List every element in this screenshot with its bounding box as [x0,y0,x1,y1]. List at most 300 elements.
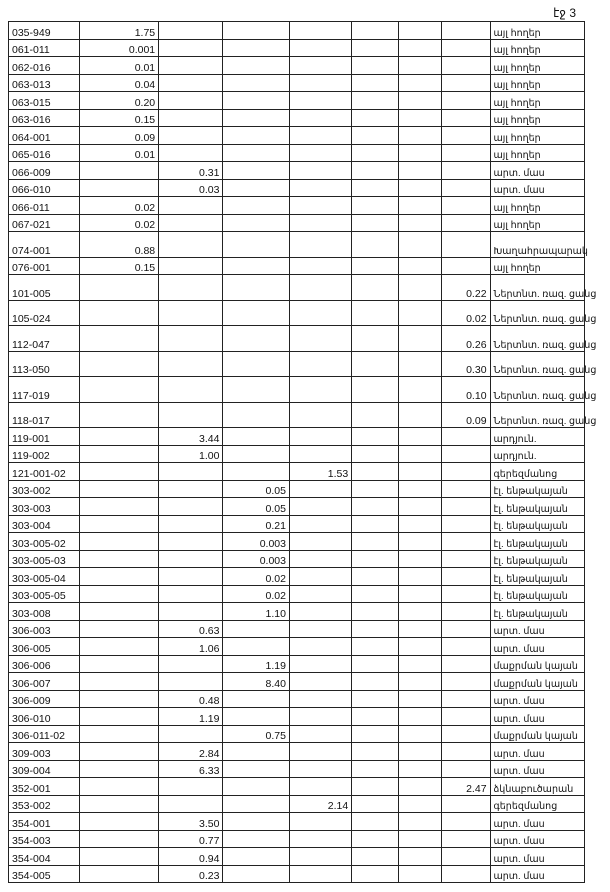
area-col-4-cell [289,275,351,301]
table-row [9,402,585,428]
area-col-5-cell [352,638,399,656]
area-col-6-cell [399,498,442,516]
table-row [9,162,585,180]
table-row [9,515,585,533]
parcel-code-cell: 303-005-05 [9,585,80,603]
area-col-1-cell [79,795,158,813]
area-col-4-cell [289,498,351,516]
area-col-1-cell [79,743,158,761]
area-col-6-cell [399,57,442,75]
area-col-2-cell [159,351,223,377]
parcel-code-cell: 119-001 [9,428,80,446]
area-col-3-cell [223,39,290,57]
area-col-2-cell: 0.23 [159,865,223,883]
area-col-6-cell [399,655,442,673]
area-col-1-cell [79,708,158,726]
table-row [9,144,585,162]
area-col-5-cell [352,778,399,796]
area-col-5-cell [352,830,399,848]
area-col-4-cell [289,162,351,180]
area-col-2-cell [159,275,223,301]
table-row [9,865,585,883]
table-row [9,22,585,40]
area-col-5-cell [352,144,399,162]
parcel-code-cell: 066-010 [9,179,80,197]
area-col-5-cell [352,74,399,92]
table-row [9,127,585,145]
area-col-7-cell [442,813,490,831]
area-col-7-cell [442,445,490,463]
area-col-4-cell [289,760,351,778]
area-col-1-cell [79,813,158,831]
area-col-1-cell: 0.01 [79,144,158,162]
area-col-4-cell [289,22,351,40]
area-col-1-cell [79,655,158,673]
area-col-2-cell [159,92,223,110]
area-col-3-cell [223,830,290,848]
area-col-1-cell [79,428,158,446]
area-col-7-cell [442,498,490,516]
area-col-5-cell [352,92,399,110]
area-col-3-cell [223,848,290,866]
area-col-6-cell [399,830,442,848]
area-col-2-cell [159,603,223,621]
table-body [9,22,597,883]
table-row [9,778,585,796]
area-col-4-cell [289,57,351,75]
area-col-7-cell [442,109,490,127]
area-col-7-cell [442,257,490,275]
area-col-7-cell: 0.02 [442,300,490,326]
table-row [9,377,585,403]
parcel-code-cell: 119-002 [9,445,80,463]
area-col-1-cell: 0.15 [79,257,158,275]
area-col-4-cell [289,377,351,403]
land-use-cell: էլ. ենթակայան [490,498,584,516]
area-col-4-cell [289,620,351,638]
area-col-7-cell [442,760,490,778]
area-col-7-cell [442,144,490,162]
area-col-5-cell [352,690,399,708]
area-col-5-cell [352,568,399,586]
area-col-2-cell [159,673,223,691]
area-col-3-cell: 0.003 [223,550,290,568]
area-col-2-cell [159,377,223,403]
area-col-2-cell [159,655,223,673]
table-row [9,585,585,603]
area-col-3-cell: 0.02 [223,568,290,586]
area-col-6-cell [399,275,442,301]
area-col-1-cell [79,326,158,352]
area-col-4-cell [289,300,351,326]
area-col-5-cell [352,214,399,232]
table-row [9,92,585,110]
area-col-3-cell [223,638,290,656]
area-col-2-cell [159,214,223,232]
area-col-1-cell [79,498,158,516]
area-col-3-cell [223,743,290,761]
area-col-4-cell [289,326,351,352]
area-col-4-cell [289,127,351,145]
area-col-7-cell [442,585,490,603]
area-col-6-cell [399,197,442,215]
area-col-4-cell [289,865,351,883]
area-col-4-cell [289,725,351,743]
page-number: էջ 3 [553,6,576,20]
table-row [9,655,585,673]
area-col-6-cell [399,585,442,603]
area-col-6-cell [399,515,442,533]
area-col-1-cell [79,300,158,326]
area-col-3-cell [223,57,290,75]
area-col-6-cell [399,848,442,866]
land-use-cell: էլ. ենթակայան [490,480,584,498]
area-col-5-cell [352,22,399,40]
area-col-7-cell [442,795,490,813]
area-col-5-cell [352,585,399,603]
area-col-4-cell [289,708,351,726]
area-col-1-cell [79,865,158,883]
area-col-1-cell: 0.02 [79,197,158,215]
area-col-6-cell [399,568,442,586]
area-col-7-cell [442,92,490,110]
area-col-5-cell [352,515,399,533]
table-row [9,673,585,691]
land-use-cell: մաքրման կայան [490,655,584,673]
parcel-code-cell: 121-001-02 [9,463,80,481]
area-col-1-cell [79,351,158,377]
area-col-6-cell [399,480,442,498]
parcel-code-cell: 113-050 [9,351,80,377]
area-col-4-cell [289,402,351,428]
area-col-6-cell [399,778,442,796]
area-col-2-cell: 0.03 [159,179,223,197]
area-col-1-cell: 0.88 [79,232,158,258]
area-col-2-cell [159,725,223,743]
area-col-6-cell [399,232,442,258]
area-col-6-cell [399,162,442,180]
area-col-5-cell [352,445,399,463]
area-col-6-cell [399,463,442,481]
area-col-5-cell [352,550,399,568]
area-col-3-cell [223,144,290,162]
parcel-code-cell: 101-005 [9,275,80,301]
area-col-3-cell: 0.02 [223,585,290,603]
area-col-4-cell [289,848,351,866]
table-row [9,760,585,778]
area-col-7-cell [442,603,490,621]
area-col-1-cell [79,690,158,708]
land-use-cell: ձկնաբուծարան [490,778,584,796]
area-col-4-cell [289,655,351,673]
area-col-4-cell [289,232,351,258]
area-col-1-cell [79,179,158,197]
parcel-code-cell: 066-009 [9,162,80,180]
area-col-1-cell [79,830,158,848]
land-use-cell: այլ հողեր [490,127,584,145]
area-col-4-cell [289,428,351,446]
parcel-code-cell: 303-005-04 [9,568,80,586]
parcel-code-cell: 303-004 [9,515,80,533]
area-col-3-cell: 1.10 [223,603,290,621]
area-col-3-cell: 0.21 [223,515,290,533]
parcel-code-cell: 061-011 [9,39,80,57]
area-col-2-cell [159,778,223,796]
area-col-3-cell [223,445,290,463]
land-use-cell: մաքրման կայան [490,673,584,691]
area-col-5-cell [352,402,399,428]
area-col-3-cell [223,690,290,708]
area-col-4-cell [289,39,351,57]
area-col-1-cell [79,463,158,481]
land-use-cell: Խաղահրապարակ [490,232,584,258]
table-row [9,214,585,232]
area-col-5-cell [352,197,399,215]
area-col-5-cell [352,257,399,275]
land-use-cell: արտ. մաս [490,162,584,180]
area-col-6-cell [399,22,442,40]
parcel-code-cell: 306-005 [9,638,80,656]
land-use-cell: էլ. ենթակայան [490,533,584,551]
area-col-5-cell [352,300,399,326]
area-col-5-cell [352,725,399,743]
area-col-5-cell [352,655,399,673]
area-col-4-cell: 1.53 [289,463,351,481]
area-col-1-cell [79,620,158,638]
parcel-code-cell: 306-011-02 [9,725,80,743]
area-col-1-cell [79,638,158,656]
land-use-cell: այլ հողեր [490,197,584,215]
area-col-6-cell [399,300,442,326]
area-col-6-cell [399,39,442,57]
area-col-2-cell [159,22,223,40]
area-col-7-cell [442,39,490,57]
area-col-3-cell [223,620,290,638]
land-use-cell: այլ հողեր [490,22,584,40]
area-col-4-cell [289,743,351,761]
area-col-3-cell [223,377,290,403]
area-col-5-cell [352,760,399,778]
area-col-1-cell [79,603,158,621]
table-row [9,568,585,586]
area-col-3-cell: 0.75 [223,725,290,743]
table-row [9,690,585,708]
area-col-5-cell [352,162,399,180]
area-col-2-cell [159,39,223,57]
parcel-code-cell: 306-010 [9,708,80,726]
area-col-1-cell [79,760,158,778]
table-row [9,257,585,275]
area-col-2-cell [159,74,223,92]
area-col-4-cell [289,830,351,848]
area-col-2-cell: 0.48 [159,690,223,708]
area-col-3-cell [223,795,290,813]
area-col-5-cell [352,533,399,551]
land-use-cell: Ներտնտ. ռազ. ցանց [490,326,584,352]
area-col-7-cell [442,22,490,40]
area-col-2-cell [159,300,223,326]
parcel-code-cell: 353-002 [9,795,80,813]
area-col-2-cell [159,550,223,568]
area-col-5-cell [352,848,399,866]
area-col-1-cell: 0.20 [79,92,158,110]
area-col-3-cell [223,708,290,726]
area-col-5-cell [352,813,399,831]
area-col-6-cell [399,428,442,446]
area-col-1-cell [79,377,158,403]
area-col-3-cell: 1.19 [223,655,290,673]
area-col-3-cell [223,402,290,428]
area-col-1-cell [79,162,158,180]
land-use-cell: Ներտնտ. ռազ. ցանց [490,402,584,428]
area-col-3-cell [223,92,290,110]
table-row [9,351,585,377]
parcel-code-cell: 065-016 [9,144,80,162]
area-col-6-cell [399,725,442,743]
area-col-4-cell [289,568,351,586]
area-col-6-cell [399,743,442,761]
table-row [9,848,585,866]
area-col-1-cell [79,480,158,498]
parcel-code-cell: 354-003 [9,830,80,848]
table-row [9,795,585,813]
land-use-cell: արտ. մաս [490,760,584,778]
table-row [9,708,585,726]
area-col-3-cell [223,865,290,883]
area-col-6-cell [399,708,442,726]
parcel-code-cell: 306-006 [9,655,80,673]
area-col-4-cell [289,673,351,691]
area-col-1-cell [79,568,158,586]
area-col-5-cell [352,603,399,621]
parcel-code-cell: 063-015 [9,92,80,110]
area-col-4-cell [289,214,351,232]
area-col-1-cell [79,673,158,691]
area-col-7-cell [442,533,490,551]
area-col-1-cell [79,585,158,603]
area-col-6-cell [399,214,442,232]
area-col-6-cell [399,402,442,428]
area-col-4-cell [289,603,351,621]
area-col-1-cell: 1.75 [79,22,158,40]
area-col-7-cell [442,568,490,586]
area-col-6-cell [399,351,442,377]
area-col-7-cell [442,690,490,708]
area-col-4-cell [289,92,351,110]
area-col-1-cell [79,515,158,533]
area-col-4-cell [289,144,351,162]
area-col-5-cell [352,127,399,145]
area-col-6-cell [399,760,442,778]
area-col-7-cell [442,179,490,197]
area-col-6-cell [399,673,442,691]
area-col-6-cell [399,865,442,883]
area-col-5-cell [352,463,399,481]
area-col-3-cell: 0.05 [223,480,290,498]
land-use-cell: այլ հողեր [490,109,584,127]
area-col-5-cell [352,480,399,498]
parcel-code-cell: 066-011 [9,197,80,215]
area-col-6-cell [399,144,442,162]
land-use-cell: արտ. մաս [490,690,584,708]
land-use-cell: այլ հողեր [490,74,584,92]
land-use-cell: արտ. մաս [490,743,584,761]
area-col-6-cell [399,257,442,275]
area-col-6-cell [399,533,442,551]
area-col-7-cell [442,865,490,883]
land-use-cell: Ներտնտ. ռազ. ցանց [490,275,584,301]
parcel-code-cell: 303-008 [9,603,80,621]
area-col-3-cell [223,275,290,301]
area-col-7-cell [442,197,490,215]
table-row [9,57,585,75]
area-col-2-cell [159,232,223,258]
area-col-6-cell [399,74,442,92]
area-col-1-cell [79,275,158,301]
area-col-4-cell [289,690,351,708]
area-col-7-cell [442,725,490,743]
table-row [9,428,585,446]
area-col-5-cell [352,673,399,691]
parcel-code-cell: 105-024 [9,300,80,326]
table-row [9,179,585,197]
land-use-cell: արտ. մաս [490,620,584,638]
area-col-5-cell [352,865,399,883]
area-col-5-cell [352,326,399,352]
land-use-cell: գերեզմանոց [490,795,584,813]
area-col-1-cell [79,550,158,568]
area-col-5-cell [352,39,399,57]
area-col-5-cell [352,351,399,377]
parcel-code-cell: 309-004 [9,760,80,778]
parcel-code-cell: 076-001 [9,257,80,275]
area-col-5-cell [352,428,399,446]
area-col-3-cell [223,109,290,127]
area-col-3-cell [223,428,290,446]
land-use-cell: էլ. ենթակայան [490,515,584,533]
land-use-cell: էլ. ենթակայան [490,568,584,586]
area-col-4-cell [289,257,351,275]
parcel-code-cell: 354-001 [9,813,80,831]
area-col-4-cell [289,638,351,656]
parcel-code-cell: 067-021 [9,214,80,232]
area-col-6-cell [399,445,442,463]
area-col-3-cell [223,326,290,352]
area-col-7-cell [442,57,490,75]
area-col-3-cell [223,813,290,831]
area-col-7-cell [442,743,490,761]
area-col-3-cell [223,232,290,258]
parcel-code-cell: 074-001 [9,232,80,258]
parcel-code-cell: 064-001 [9,127,80,145]
area-col-1-cell [79,848,158,866]
area-col-6-cell [399,109,442,127]
table-row [9,275,585,301]
area-col-7-cell: 0.26 [442,326,490,352]
area-col-7-cell [442,162,490,180]
area-col-1-cell: 0.01 [79,57,158,75]
area-col-5-cell [352,377,399,403]
area-col-2-cell [159,515,223,533]
area-col-2-cell: 0.94 [159,848,223,866]
table-row [9,533,585,551]
parcel-code-cell: 118-017 [9,402,80,428]
land-use-cell: արտ. մաս [490,179,584,197]
area-col-5-cell [352,743,399,761]
area-col-6-cell [399,690,442,708]
area-col-7-cell: 2.47 [442,778,490,796]
area-col-7-cell [442,480,490,498]
